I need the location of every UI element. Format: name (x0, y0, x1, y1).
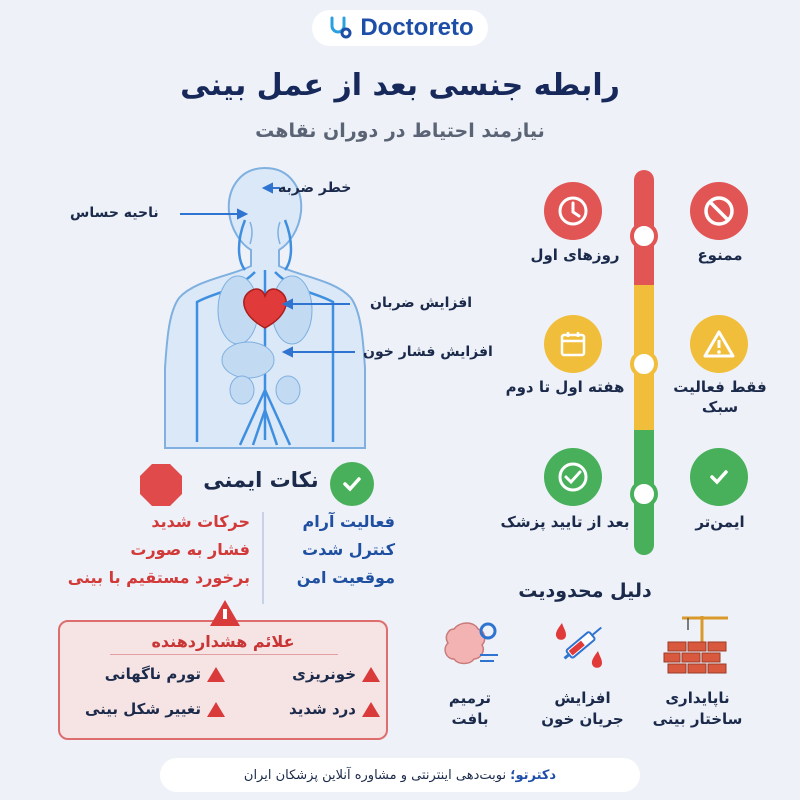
timeline-status-1: ممنوع (697, 246, 743, 264)
label-heart-rate: افزایش ضربان (370, 295, 473, 311)
warning-item: خونریزی (250, 665, 380, 683)
calendar-icon (544, 315, 602, 373)
dont-item: فشار به صورت (130, 540, 250, 559)
safety-divider (262, 512, 264, 604)
label-arrows (170, 180, 370, 360)
footer-brand: دکترتو؛ (510, 767, 557, 783)
page-subtitle: نیازمند احتیاط در دوران نقاهت (255, 120, 545, 142)
brand-logo (0, 10, 800, 46)
dont-item: برخورد مستقیم با بینی (67, 568, 250, 587)
warning-item: تغییر شکل بینی (65, 700, 225, 718)
warning-item: درد شدید (250, 700, 380, 718)
warning-title: علائم هشداردهنده (151, 632, 295, 651)
warning-icon (207, 667, 225, 682)
warning-icon (690, 315, 748, 373)
safety-do-list (275, 512, 395, 587)
label-sensitive-area: ناحیه حساس (70, 205, 159, 221)
check-circle-icon (544, 448, 602, 506)
do-item: کنترل شدت (302, 540, 395, 559)
reason-label: ترمیم بافت (448, 689, 492, 728)
timeline-period-2: هفته اول تا دوم (505, 378, 625, 396)
timeline-period-3: بعد از تایید پزشک (500, 513, 630, 531)
reason-label: ناپایداری ساختار بینی (652, 689, 743, 728)
timeline-status-3: ایمن‌تر (695, 513, 745, 531)
timeline-node (630, 350, 658, 378)
timeline-node (630, 222, 658, 250)
dont-item: حرکات شدید (151, 512, 250, 531)
stethoscope-icon (326, 15, 352, 41)
stop-sign-icon (138, 462, 184, 508)
footer-text: نوبت‌دهی اینترنتی و مشاوره آنلاین پزشکان ایران (243, 767, 507, 783)
timeline-node (630, 480, 658, 508)
brick-wall-crane-icon (662, 612, 732, 674)
footer-banner (160, 758, 640, 792)
reasons-title: دلیل محدودیت (518, 580, 652, 602)
do-item: موقعیت امن (296, 568, 395, 587)
warning-icon (362, 702, 380, 717)
warning-item: تورم ناگهانی (65, 665, 225, 683)
timeline-period-1: روزهای اول (530, 246, 620, 264)
page-title: رابطه جنسی بعد از عمل بینی (180, 68, 620, 103)
no-entry-icon (690, 182, 748, 240)
brand-name: Doctoreto (360, 14, 474, 41)
syringe-blood-icon (550, 615, 614, 675)
check-icon (330, 462, 374, 506)
safety-dont-list (55, 512, 250, 587)
timeline-status-2: فقط فعالیت سبک (673, 378, 767, 417)
reason-label: افزایش جریان خون (541, 689, 624, 728)
do-item: فعالیت آرام (302, 512, 395, 531)
clock-icon (544, 182, 602, 240)
label-impact-risk: خطر ضربه (278, 180, 352, 196)
warning-icon (207, 702, 225, 717)
safety-title: نکات ایمنی (203, 468, 319, 492)
check-badge-icon (690, 448, 748, 506)
brain-gear-icon (440, 615, 500, 675)
label-blood-pressure: افزایش فشار خون (363, 344, 493, 360)
warning-icon (362, 667, 380, 682)
